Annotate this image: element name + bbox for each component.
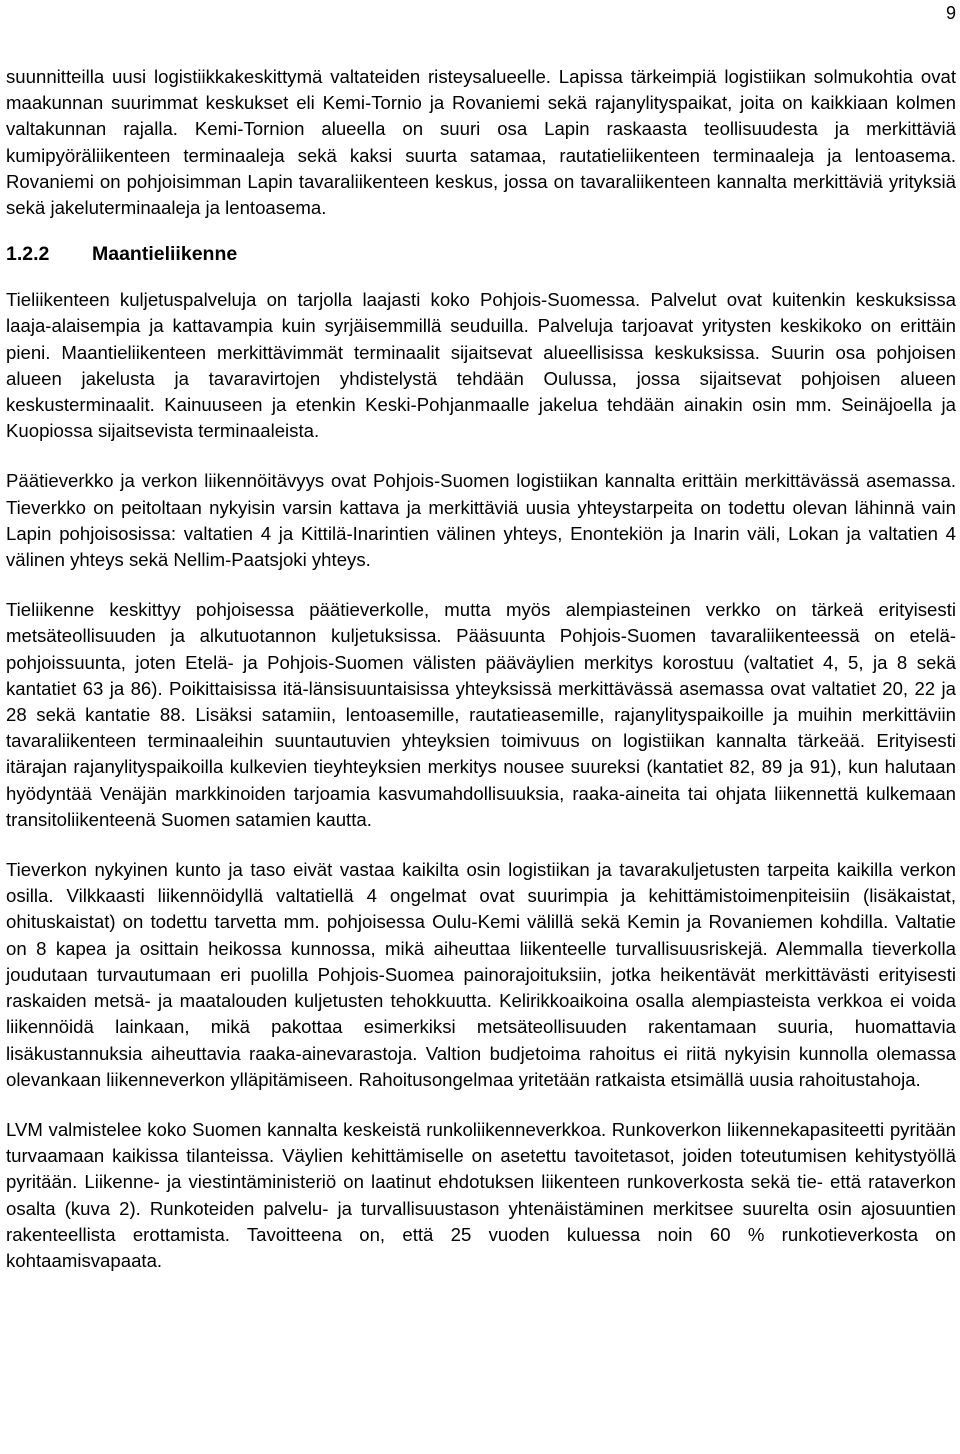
- intro-paragraph: suunnitteilla uusi logistiikkakeskittymä valtateiden risteysalueelle. Lapissa tärkeimpiä logistiikan solmukohtia ovat maakunnan suurimmat keskukset eli Kemi-Tornio ja Rovaniemi sekä rajanylityspaikat, joita on kaikkiaan kolmen valtakunnan rajalla. Kemi-Tornion alueella on suuri osa Lapin raskaasta teollisuudesta ja merkittäviä kumipyöräliikenteen terminaaleja sekä kaksi suurta satamaa, rautatieliikenteen terminaaleja ja lentoasema. Rovaniemi on pohjoisimman Lapin tavaraliikenteen keskus, jossa on tavaraliikenteen kannalta merkittäviä yrityksiä sekä jakeluterminaaleja ja lentoasema.: [6, 66, 956, 219]
- section-heading: [6, 241, 956, 267]
- section-number: 1.2.2: [6, 243, 50, 266]
- paragraph-road-traffic-focus: Tieliikenne keskittyy pohjoisessa päätieverkolle, mutta myös alempiasteinen verkko on tärkeä erityisesti metsäteollisuuden ja alkutuotannon kuljetuksissa. Pääsuunta Pohjois-Suomen tavaraliikenteessä on etelä-pohjoissuunta, joten Etelä- ja Pohjois-Suomen välisten pääväylien merkitys korostuu (valtatiet 4, 5, ja 8 sekä kantatiet 63 ja 86). Poikittaisissa itä-länsisuuntaisissa yhteyksissä merkittävässä asemassa ovat valtatiet 20, 22 ja 28 sekä kantatie 88. Lisäksi satamiin, lentoasemille, rautatieasemille, rajanylityspaikoille ja muihin merkittäviin tavaraliikenteen terminaaleihin suuntautuvien yhteyksien toimivuus on logistiikan kannalta tärkeää. Erityisesti itärajan rajanylityspaikoilla kulkevien tieyhteyksien merkitys nousee suureksi (kantatiet 82, 89 ja 91), kun halutaan hyödyntää Venäjän markkinoiden tarjoamia kasvumahdollisuuksia, raaka-aineita tai ohjata liikennettä kulkemaan transitoliikenteenä Suomen satamien kautta.: [6, 599, 956, 830]
- paragraph-road-transport-services: Tieliikenteen kuljetuspalveluja on tarjolla laajasti koko Pohjois-Suomessa. Palvelut ovat kuitenkin keskuksissa laaja-alaisempia ja kattavampia kuin syrjäisemmillä seuduilla. Palveluja tarjoavat yritysten keskikoko on erittäin pieni. Maantieliikenteen merkittävimmät terminaalit sijaitsevat alueellisissa keskuksissa. Suurin osa pohjoisen alueen jakelusta ja tavaravirtojen yhdistelystä tehdään Oulussa, jossa sijaitsevat pohjoisen alueen keskusterminaalit. Kainuuseen ja etenkin Keski-Pohjanmaalle jakelua tehdään ainakin osin mm. Seinäjoella ja Kuopiossa sijaitsevista terminaaleista.: [6, 289, 956, 442]
- page-number: 9: [945, 3, 956, 23]
- document-body: [6, 64, 956, 1274]
- paragraph-road-condition: Tieverkon nykyinen kunto ja taso eivät vastaa kaikilta osin logistiikan ja tavarakuljetusten tarpeita kaikilla verkon osilla. Vilkkaasti liikennöidyllä valtatiellä 4 ongelmat ovat suurimpia ja kehittämistoimenpiteisiin (lisäkaistat, ohituskaistat) on todettu tarvetta mm. pohjoisessa Oulu-Kemi välillä sekä Kemin ja Rovaniemen kohdilla. Valtatie on 8 kapea ja osittain heikossa kunnossa, mikä aiheuttaa liikenteelle turvallisuusriskejä. Alemmalla tieverkolla joudutaan turvautumaan eri puolilla Pohjois-Suomea painorajoituksiin, jotka heikentävät merkittävästi erityisesti raskaiden metsä- ja maatalouden kuljetusten tehokkuutta. Kelirikkoaikoina osalla alempiasteista verkkoa ei voida liikennöidä lainkaan, mikä pakottaa esimerkiksi metsäteollisuuden rakentamaan suuria, huomattavia lisäkustannuksia aiheuttavia raaka-ainevarastoja. Valtion budjetoima rahoitus ei riitä nykyisin kunnolla olemassa olevankaan liikenneverkon ylläpitämiseen. Rahoitusongelmaa yritetään ratkaista etsimällä uusia rahoitustahoja.: [6, 859, 956, 1090]
- section-title: Maantieliikenne: [92, 243, 238, 266]
- paragraph-core-network: LVM valmistelee koko Suomen kannalta keskeistä runkoliikenneverkkoa. Runkoverkon liikennekapasiteetti pyritään turvaamaan kaikissa tilanteissa. Väylien kehittämiselle on asetettu tavoitetasot, joiden toteutumisen kehitystyöllä pyritään. Liikenne- ja viestintäministeriö on laatinut ehdotuksen liikenteen runkoverkosta sekä tie- että rataverkon osalta (kuva 2). Runkoteiden palvelu- ja turvallisuustason yhtenäistäminen merkitsee suurelta osin ajosuuntien rakenteellista erottamista. Tavoitteena on, että 25 vuoden kuluessa noin 60 % runkotieverkosta on kohtaamisvapaata.: [6, 1118, 956, 1271]
- paragraph-main-road-network: Päätieverkko ja verkon liikennöitävyys ovat Pohjois-Suomen logistiikan kannalta erittäin merkittävässä asemassa. Tieverkko on peitoltaan nykyisin varsin kattava ja merkittäviä uusia yhteystarpeita on todettu olevan lähinnä vain Lapin pohjoisosissa: valtatien 4 ja Kittilä-Inarintien välinen yhteys, Enontekiön ja Inarin väli, Lokan ja valtatien 4 välinen yhteys sekä Nellim-Paatsjoki yhteys.: [6, 470, 956, 571]
